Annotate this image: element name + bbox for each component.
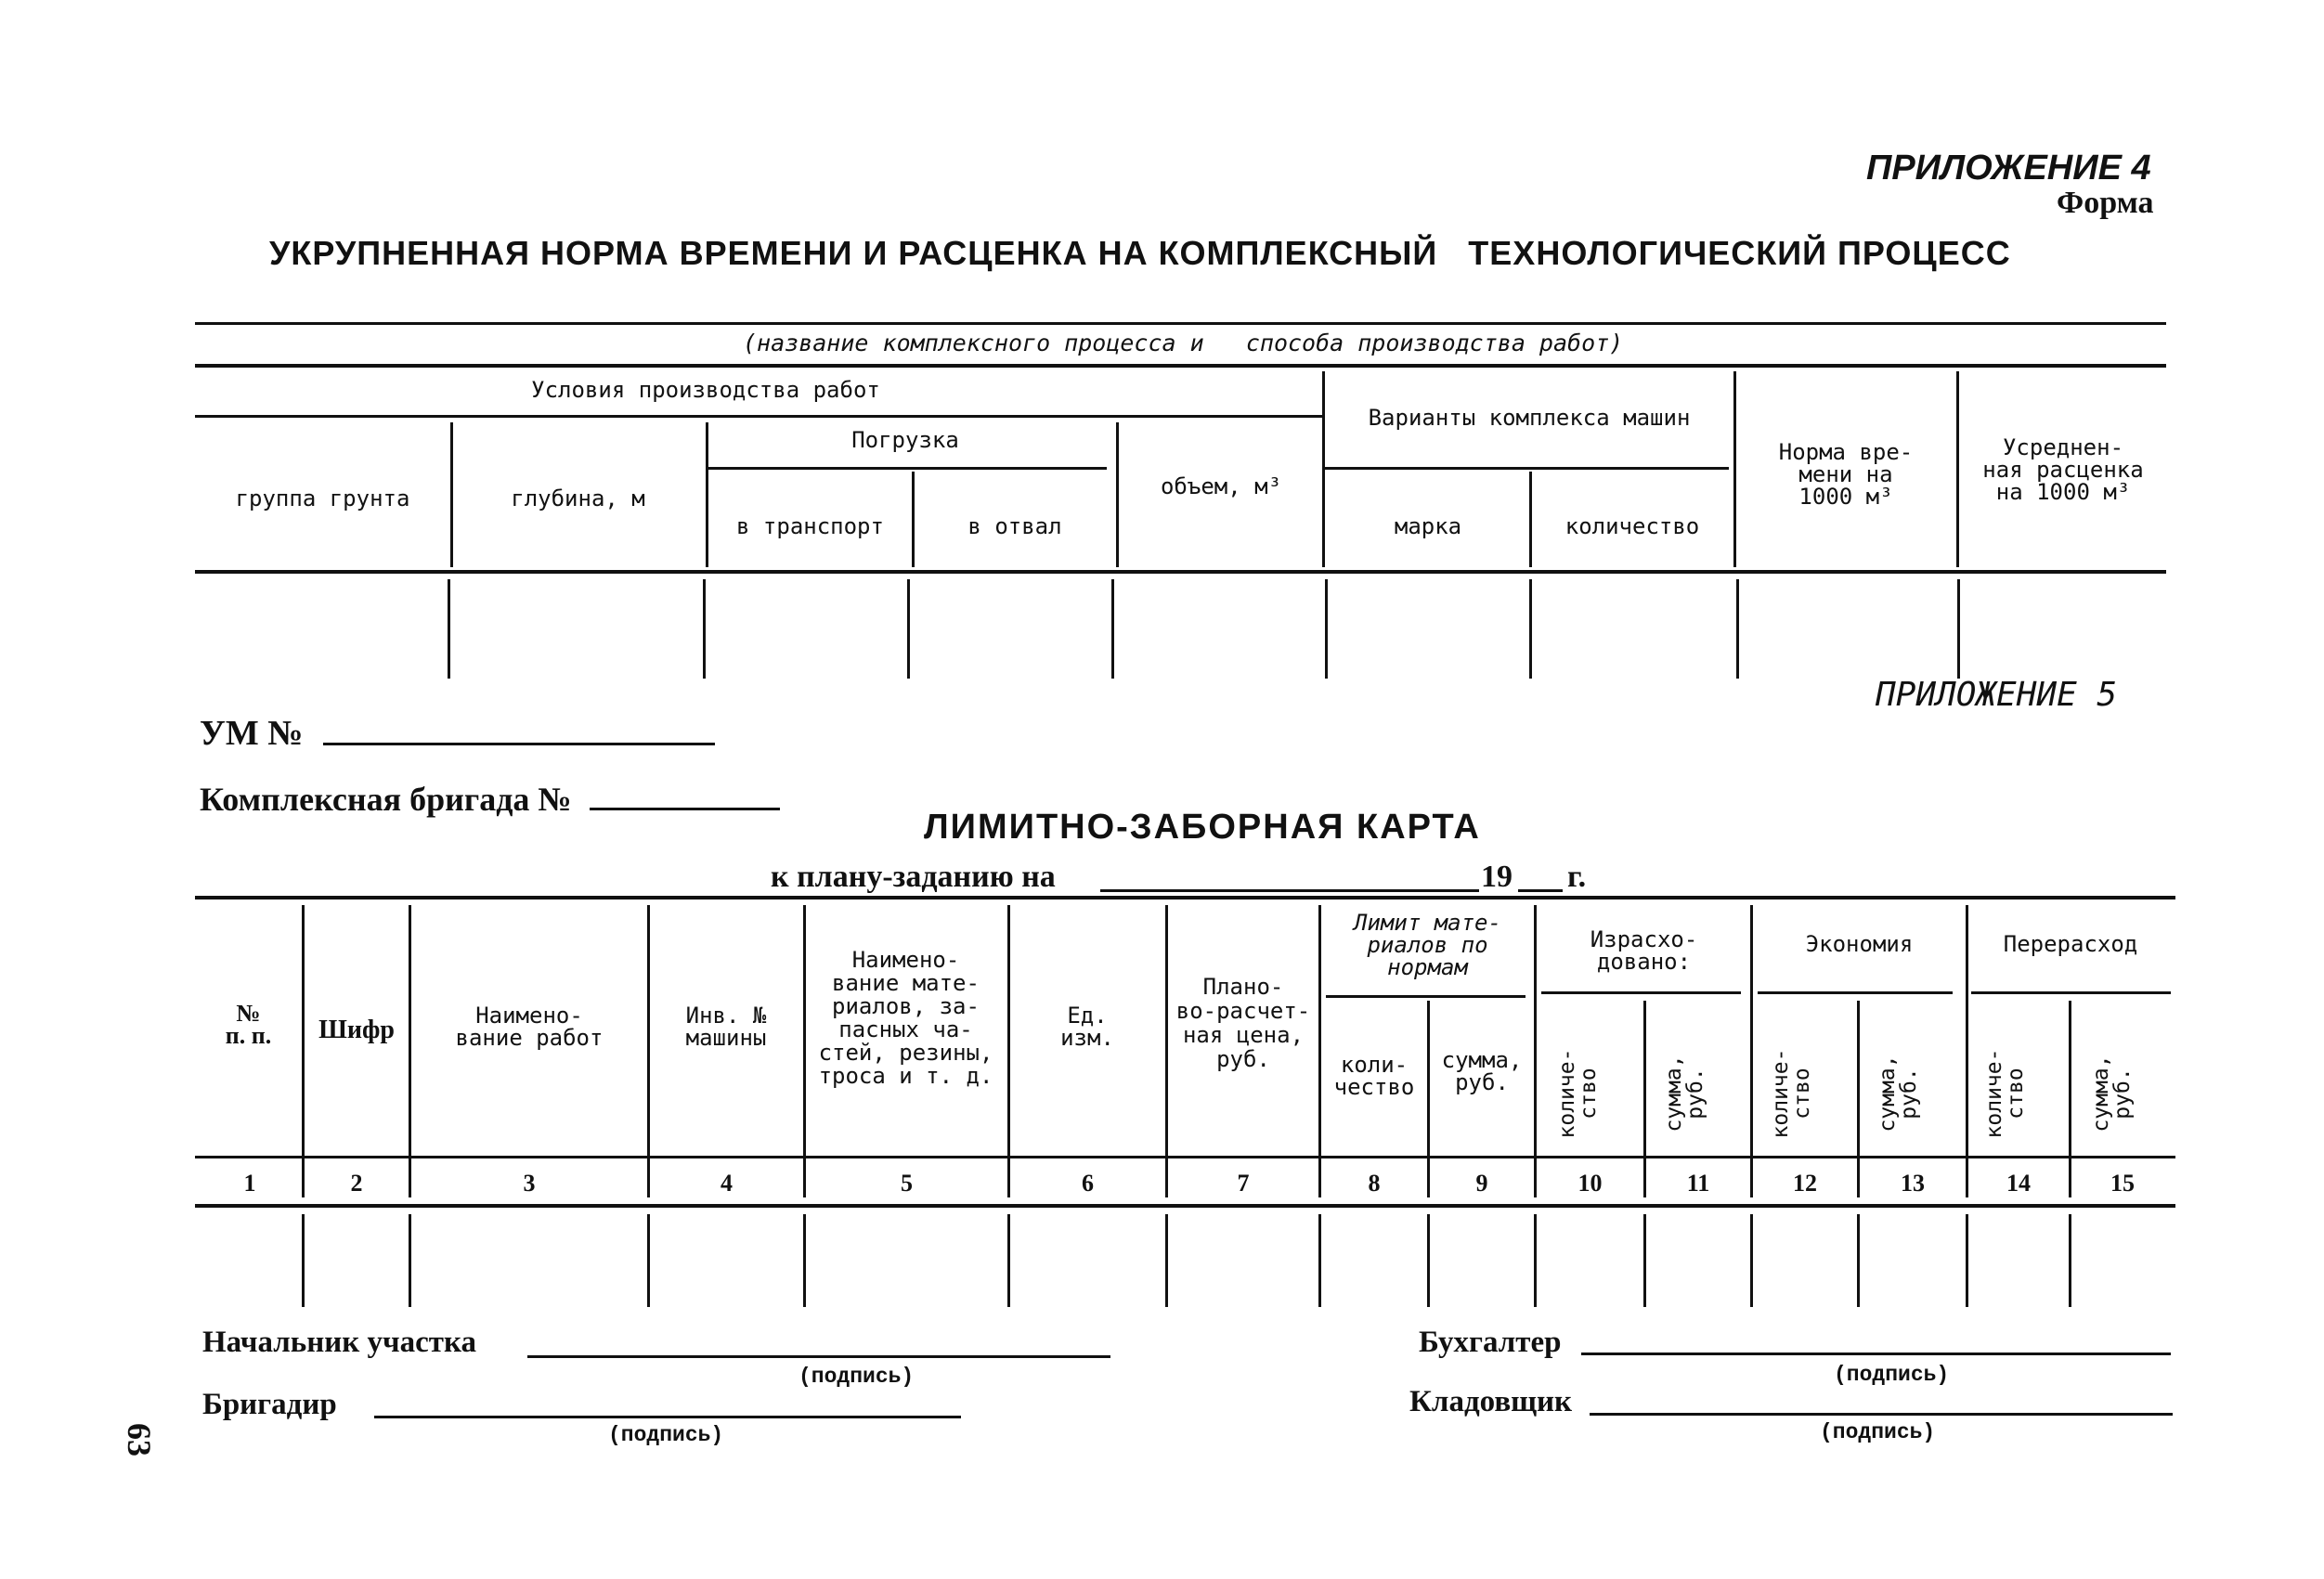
col-number: 5 xyxy=(901,1170,913,1197)
rule xyxy=(450,422,453,567)
header-line: Норма вре- xyxy=(1778,439,1914,465)
header-line: Израсхо- xyxy=(1590,926,1698,952)
rule xyxy=(2069,1214,2071,1307)
header-line: мени на xyxy=(1798,461,1893,487)
rule xyxy=(195,415,1323,418)
rule xyxy=(1534,1214,1537,1307)
header-line: вание мате- xyxy=(832,970,980,996)
rule xyxy=(1534,905,1537,1197)
rot-header xyxy=(2091,1042,2134,1145)
col-number: 4 xyxy=(721,1170,733,1197)
header-line: ная цена, xyxy=(1182,1022,1305,1048)
rule xyxy=(1165,1214,1168,1307)
rule xyxy=(1541,991,1741,994)
rule xyxy=(195,570,2166,574)
col-number: 13 xyxy=(1901,1170,1925,1197)
rule xyxy=(647,905,650,1197)
rot-header xyxy=(1664,1042,1707,1145)
col-soil-group: группа грунта xyxy=(235,485,410,511)
col-materials xyxy=(806,949,1006,1088)
col-brand: марка xyxy=(1394,513,1462,539)
col-to-dump: в отвал xyxy=(967,513,1062,539)
rule xyxy=(1427,1214,1430,1307)
rule xyxy=(195,322,2166,325)
header-line: Лимит мате- xyxy=(1354,910,1501,936)
rot-qty: количе- ство xyxy=(1982,1048,2028,1139)
rule xyxy=(1750,905,1753,1197)
rule xyxy=(1957,579,1960,679)
col-num xyxy=(200,1000,297,1049)
rule xyxy=(1736,579,1739,679)
col-number: 11 xyxy=(1686,1170,1710,1197)
rule xyxy=(1733,371,1736,567)
col-number: 1 xyxy=(243,1170,256,1197)
col-depth: глубина, м xyxy=(511,485,645,511)
header-line: Ед. xyxy=(1067,1003,1108,1029)
foreman-label: Бригадир xyxy=(202,1388,337,1421)
col-machine-variants: Варианты комплекса машин xyxy=(1368,405,1691,431)
col-number: 15 xyxy=(2110,1170,2135,1197)
sign-caption: (подпись) xyxy=(798,1365,915,1389)
accountant-label: Бухгалтер xyxy=(1419,1326,1562,1359)
col-price xyxy=(1170,975,1317,1071)
col-conditions: Условия производства работ xyxy=(531,377,880,403)
rot-sum: сумма, руб. xyxy=(2089,1055,2135,1132)
col-inv xyxy=(652,1004,800,1049)
rule xyxy=(409,1214,411,1307)
rot-header xyxy=(1557,1042,1600,1145)
year-field[interactable] xyxy=(1518,889,1563,892)
header-line: довано: xyxy=(1596,949,1692,975)
rule xyxy=(708,467,1107,470)
appendix4-title: УКРУПНЕННАЯ НОРМА ВРЕМЕНИ И РАСЦЕНКА НА КОМПЛЕКСНЫЙ ТЕХНОЛОГИЧЕСКИЙ ПРОЦЕСС xyxy=(269,234,2011,272)
col-unit xyxy=(1012,1004,1162,1049)
rule xyxy=(1116,422,1119,567)
accountant-signature-field[interactable] xyxy=(1581,1353,2171,1355)
header-line: руб. xyxy=(1455,1069,1509,1095)
um-number-field[interactable] xyxy=(323,743,715,745)
rule xyxy=(1325,467,1729,470)
col-limit-sum xyxy=(1430,1049,1534,1094)
form-label: Форма xyxy=(2057,186,2154,220)
storekeeper-label: Кладовщик xyxy=(1409,1385,1573,1418)
header-line: троса и т. д. xyxy=(818,1063,993,1089)
appendix5-title: ЛИМИТНО-ЗАБОРНАЯ КАРТА xyxy=(924,808,1481,847)
appendix5-label: ПРИЛОЖЕНИЕ 5 xyxy=(1876,676,2118,714)
col-work-name xyxy=(413,1004,645,1049)
rot-header xyxy=(1984,1042,2027,1145)
col-avg-rate xyxy=(1961,436,2165,503)
process-caption: (название комплексного процесса и способа производства работ) xyxy=(743,330,1624,356)
rule xyxy=(1750,1214,1753,1307)
col-spent xyxy=(1539,928,1748,973)
rule xyxy=(448,579,450,679)
rule xyxy=(1857,1214,1860,1307)
rule xyxy=(1111,579,1114,679)
sign-caption: (подпись) xyxy=(608,1423,724,1447)
rule xyxy=(803,1214,806,1307)
year-prefix: 19 xyxy=(1481,860,1513,894)
col-economy: Экономия xyxy=(1805,931,1914,957)
rot-qty: количе- ство xyxy=(1555,1048,1601,1139)
rule xyxy=(195,364,2166,368)
col-number: 3 xyxy=(523,1170,536,1197)
rule xyxy=(1643,1214,1646,1307)
col-quantity: количество xyxy=(1564,513,1700,539)
header-line: ная расценка xyxy=(1982,457,2144,483)
site-chief-label: Начальник участка xyxy=(202,1326,476,1359)
rot-qty: количе- ство xyxy=(1769,1048,1814,1139)
rule xyxy=(195,1204,2175,1208)
rule xyxy=(1857,1001,1860,1197)
plan-period-field[interactable] xyxy=(1100,889,1479,892)
header-line: 1000 м³ xyxy=(1798,484,1893,510)
header-line: коли- xyxy=(1340,1052,1409,1078)
col-code: Шифр xyxy=(318,1016,395,1044)
rule xyxy=(1007,1214,1010,1307)
header-line: Плано- xyxy=(1202,974,1284,1000)
page-number: 63 xyxy=(121,1423,158,1456)
rule xyxy=(1322,371,1325,567)
col-number: 6 xyxy=(1082,1170,1094,1197)
col-to-transport: в транспорт xyxy=(736,513,884,539)
col-time-norm xyxy=(1738,441,1954,508)
rule xyxy=(409,905,411,1197)
header-line: сумма, xyxy=(1441,1047,1523,1073)
rule xyxy=(1326,995,1526,998)
rule xyxy=(912,472,915,567)
rule xyxy=(1325,579,1328,679)
rule xyxy=(195,896,2175,900)
rot-sum: сумма, руб. xyxy=(1662,1055,1707,1132)
sign-caption: (подпись) xyxy=(1834,1363,1950,1387)
col-number: 12 xyxy=(1793,1170,1817,1197)
header-line: Наимено- xyxy=(475,1003,583,1029)
header-line: во-расчет- xyxy=(1175,998,1311,1024)
header-line: Наимено- xyxy=(851,947,960,973)
rule xyxy=(706,422,708,567)
rule xyxy=(1165,905,1168,1197)
rule xyxy=(1529,472,1532,567)
rule xyxy=(302,1214,305,1307)
rule xyxy=(195,1156,2175,1158)
rule xyxy=(1427,1001,1430,1197)
header-line: чество xyxy=(1333,1074,1415,1100)
header-line: вание работ xyxy=(455,1025,604,1051)
rule xyxy=(647,1214,650,1307)
header-line: риалов, за- xyxy=(832,993,980,1019)
rule xyxy=(1318,905,1321,1197)
plan-prefix: к плану-заданию на xyxy=(771,860,1056,894)
col-loading: Погрузка xyxy=(851,427,959,453)
rule xyxy=(703,579,706,679)
header-line: п. п. xyxy=(225,1022,272,1049)
year-suffix: г. xyxy=(1567,860,1587,894)
col-number: 7 xyxy=(1237,1170,1250,1197)
header-line: Усреднен- xyxy=(2002,434,2124,460)
rule xyxy=(1971,991,2171,994)
rule xyxy=(1966,1214,1968,1307)
rule xyxy=(1758,991,1953,994)
col-number: 14 xyxy=(2006,1170,2031,1197)
col-volume: объем, м³ xyxy=(1160,473,1282,499)
col-number: 2 xyxy=(350,1170,363,1197)
header-line: Инв. № xyxy=(685,1003,767,1029)
um-label: УМ № xyxy=(200,714,304,753)
col-number: 8 xyxy=(1368,1170,1381,1197)
rule xyxy=(1529,579,1532,679)
rule xyxy=(2069,1001,2071,1197)
header-line: пасных ча- xyxy=(838,1016,973,1042)
col-number: 10 xyxy=(1577,1170,1603,1197)
header-line: изм. xyxy=(1060,1025,1114,1051)
rot-header xyxy=(1771,1042,1813,1145)
rule xyxy=(907,579,910,679)
header-line: нормам xyxy=(1387,954,1468,980)
brigade-label: Комплексная бригада № xyxy=(200,781,572,818)
rot-sum: сумма, руб. xyxy=(1876,1055,1921,1132)
col-limit xyxy=(1323,912,1532,978)
header-line: № xyxy=(236,1000,261,1027)
brigade-number-field[interactable] xyxy=(590,808,780,810)
header-line: руб. xyxy=(1216,1046,1270,1072)
site-chief-signature-field[interactable] xyxy=(527,1355,1110,1358)
rule xyxy=(1956,371,1959,567)
rule xyxy=(1007,905,1010,1197)
rot-header xyxy=(1877,1042,1920,1145)
header-line: риалов по xyxy=(1367,932,1488,958)
col-overspend: Перерасход xyxy=(2003,931,2138,957)
appendix4-label: ПРИЛОЖЕНИЕ 4 xyxy=(1866,149,2151,188)
col-number: 9 xyxy=(1475,1170,1488,1197)
foreman-signature-field[interactable] xyxy=(374,1416,961,1418)
rule xyxy=(302,905,305,1197)
col-limit-qty xyxy=(1323,1054,1425,1098)
sign-caption: (подпись) xyxy=(1820,1420,1936,1444)
header-line: на 1000 м³ xyxy=(1995,479,2131,505)
header-line: машины xyxy=(685,1025,767,1051)
rule xyxy=(1318,1214,1321,1307)
rule xyxy=(1643,1001,1646,1197)
header-line: стей, резины, xyxy=(818,1040,993,1066)
storekeeper-signature-field[interactable] xyxy=(1590,1413,2173,1416)
